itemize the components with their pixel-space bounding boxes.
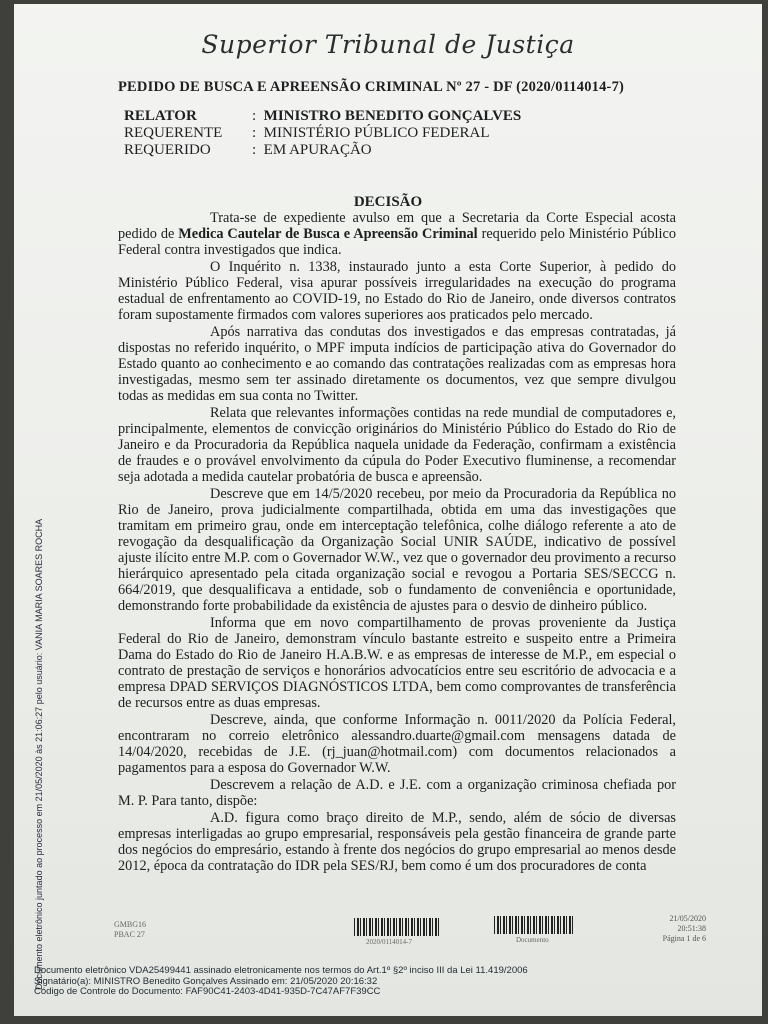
signature-line: Signatário(a): MINISTRO Benedito Gonçalves Assinado em: 21/05/2020 20:16:32 [34,975,378,987]
barcode-caption: Documento [516,936,549,944]
paragraph: Informa que em novo compartilhamento de provas proveniente da Justiça Federal do Rio de Janeiro, demonstram vínculo bastante estreito e suspeito entre a Primeira Dama do Estado do Rio de Janeiro H.A.B.W. e as empresas de interesse de M.P., em especial o contrato de prestação de serviços e honorários advocatícios entre seu escritório de advocacia e a empresa DPAD SERVIÇOS DIAGNÓSTICOS LTDA, bem como comprovantes de transferência de recursos entre as duas empresas. [118,615,676,711]
paragraph: Descrevem a relação de A.D. e J.E. com a organização criminosa chefiada por M. P. Para tanto, dispõe: [118,777,676,809]
paragraph-bold-text: Medica Cautelar de Busca e Apreensão Criminal [178,226,478,242]
court-logo-text: Superior Tribunal de Justiça [201,30,575,59]
paragraph [118,210,676,258]
footer-time: 20:51:38 [677,924,706,933]
electronic-signature [34,966,528,998]
signature-line: Documento eletrônico VDA25499441 assinado eletronicamente nos termos do Art.1º §2º inciso III da Lei 11.419/2006 [34,965,528,976]
party-value: EM APURAÇÃO [263,142,372,158]
footer-codes [114,920,146,940]
signature-line: Código de Controle do Documento: FAF90C41-2403-4D41-935D-7C47AF7F39CC [34,986,381,997]
barcode-graphic [494,916,574,934]
case-title: PEDIDO DE BUSCA E APREENSÃO CRIMINAL Nº 27 - DF (2020/0114014-7) [118,79,625,95]
paragraph-text: Trata-se de expediente avulso em que a Secretaria da Corte Especial acosta pedido de [118,210,676,242]
paragraph: Descreve, ainda, que conforme Informação n. 0011/2020 da Polícia Federal, encontraram no correio eletrônico alessandro.duarte@gmail.com mensagens datada de 14/04/2020, recebidas de J.E. (rj_juan@hotmail.com) com documentos relacionados a pagamentos para a esposa do Governador W.W. [118,712,676,776]
party-value: MINISTÉRIO PÚBLICO FEDERAL [263,125,490,141]
party-row-requerido [124,142,372,159]
paragraph-text: requerido pelo Ministério Público Federal contra investigados que indica. [118,226,676,258]
party-separator: : [252,142,257,158]
party-role: REQUERENTE [124,125,223,141]
party-row-relator [124,108,521,125]
barcode-caption: 2020/0114014-7 [366,938,413,946]
footer-code: GMBG16 [114,920,147,929]
party-separator: : [252,108,257,124]
barcode-graphic [354,918,440,936]
footer-page-number: Página 1 de 6 [662,934,706,943]
party-role: RELATOR [124,108,197,124]
footer-date: 21/05/2020 [669,914,706,923]
paragraph: O Inquérito n. 1338, instaurado junto a esta Corte Superior, à pedido do Ministério Público Federal, visa apurar possíveis irregularidades na execução do programa estadual de enfrentamento ao COVID-19, no Estado do Rio de Janeiro, onde diversos contratos foram supostamente firmados com valores superiores aos praticados pelo mercado. [118,259,676,323]
decision-body [118,210,676,875]
party-row-requerente [124,125,490,142]
paragraph: Descreve que em 14/5/2020 recebeu, por meio da Procuradoria da República no Rio de Janeiro, prova judicialmente compartilhada, obtida em uma das investigações que tramitam em primeiro grau, onde em interceptação telefônica, colhe diálogo referente a ato de revogação da desqualificação da Organização Social UNIR SAÚDE, indicativo de possível ajuste ilícito entre M.P. com o Governador W.W., vez que o governador deu provimento a recurso hierárquico apresentado pela citada organização social e revogou a Portaria SES/SECCG n. 664/2019, que desqualificava a entidade, sob o fundamento de conveniência e oportunidade, demonstrando forte probabilidade da existência de ajustes para o desvio de dinheiro público. [118,486,676,614]
document-page [14,4,762,1016]
paragraph: Relata que relevantes informações contidas na rede mundial de computadores e, principalmente, elementos de convicção originários do Ministério Público do Estado do Rio de Janeiro e da Procuradoria da República naquela unidade da Federação, confirmam a existência de fraudes e o provável envolvimento da cúpula do Poder Executivo fluminense, a recomendar seja adotada a medida cautelar probatória de busca e apreensão. [118,405,676,485]
footer-date-page [610,914,706,944]
party-role: REQUERIDO [124,142,211,158]
footer-code: PBAC 27 [114,930,145,939]
paragraph: A.D. figura como braço direito de M.P., sendo, além de sócio de diversas empresas interligadas ao grupo empresarial, responsáveis pela gestão financeira de grande parte dos negócios do empresário, estando à frente dos negócios do grupo empresarial ao menos desde 2012, época da contratação do IDR pela SES/RJ, bem como é um dos procuradores de conta [118,810,676,874]
decision-heading: DECISÃO [353,194,423,210]
side-stamp: Documento eletrônico juntado ao processo em 21/05/2020 às 21:06:27 pelo usuário: VANIA MARIA SOARES ROCHA [34,518,44,990]
party-separator: : [252,125,257,141]
paragraph: Após narrativa das condutas dos investigados e das empresas contratadas, já dispostas no referido inquérito, o MPF imputa indícios de participação ativa do Governador do Estado quanto ao conhecimento e ao comando das contratações realizadas com as empresas hora investigadas, mesmo sem ter assinado diretamente os documentos, vez que sempre divulgou todas as medidas em sua conta no Twitter. [118,324,676,404]
party-value: MINISTRO BENEDITO GONÇALVES [263,108,522,124]
